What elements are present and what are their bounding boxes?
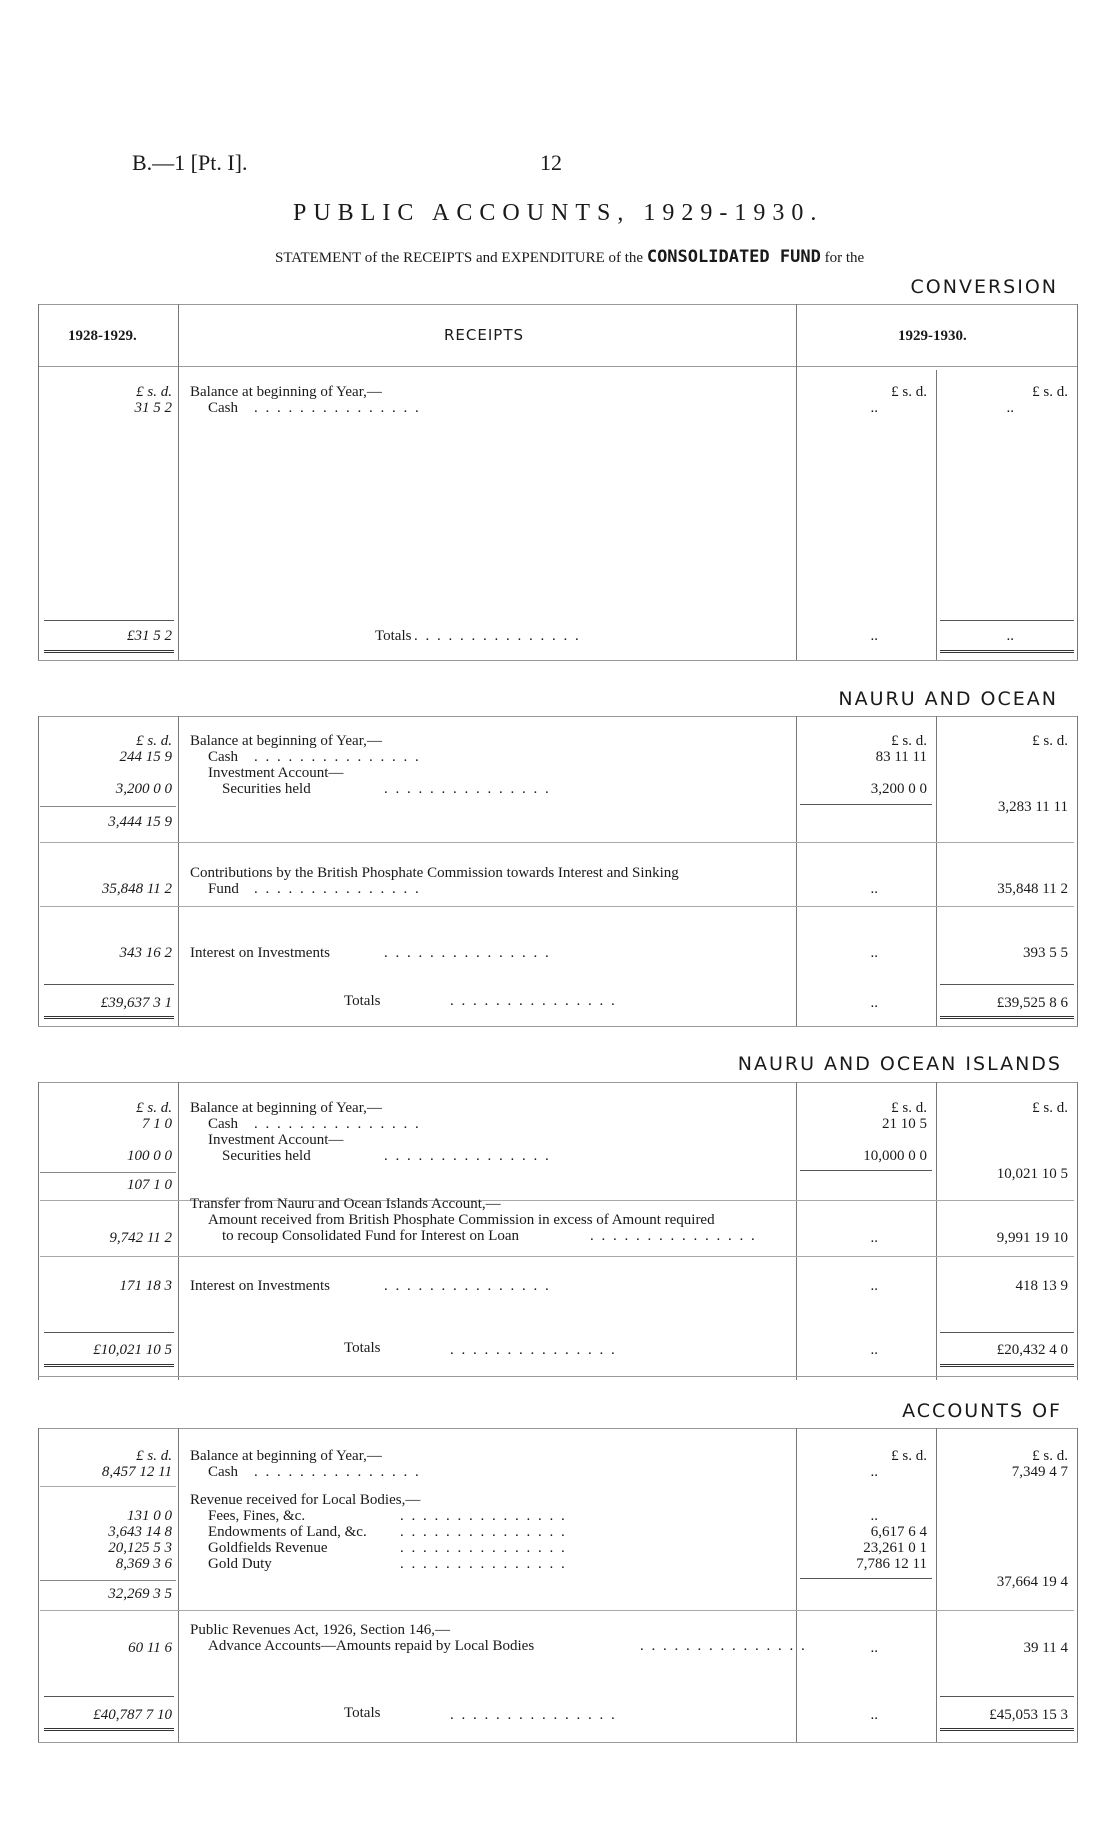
securities-label: Securities held xyxy=(222,1148,311,1164)
unit-label-mid: £ s. d. xyxy=(891,1100,927,1116)
securities-mid-value: 3,200 0 0 xyxy=(870,781,927,797)
rule xyxy=(38,304,39,660)
rule xyxy=(1077,1082,1078,1380)
rule xyxy=(940,1728,1074,1731)
rule xyxy=(936,1082,937,1380)
totals-label: Totals xyxy=(344,1705,381,1721)
amount-label: Amount received from British Phosphate Commission in excess of Amount required xyxy=(208,1212,715,1228)
totals-prev-value: £31 5 2 xyxy=(127,628,172,644)
leader-dots: . . . . . . . . . . . . . . . xyxy=(640,1638,807,1654)
unit-label-right: £ s. d. xyxy=(1032,384,1068,400)
cash-right-value: .. xyxy=(1006,400,1014,416)
cash-prev-value: 31 5 2 xyxy=(134,400,172,416)
unit-label-right: £ s. d. xyxy=(1032,1100,1068,1116)
unit-label-prev: £ s. d. xyxy=(136,1100,172,1116)
statement-fund: CONSOLIDATED FUND xyxy=(646,247,821,267)
rule xyxy=(38,1428,39,1742)
leader-dots: . . . . . . . . . . . . . . . xyxy=(384,1148,551,1164)
totals-prev-value: £10,021 10 5 xyxy=(93,1342,172,1358)
interest-right-value: 393 5 5 xyxy=(1023,945,1068,961)
subtotal-right-value: 37,664 19 4 xyxy=(996,1574,1068,1590)
subtotal-right-value: 10,021 10 5 xyxy=(996,1166,1068,1182)
amount-right-value: 9,991 19 10 xyxy=(996,1230,1068,1246)
unit-label-mid: £ s. d. xyxy=(891,1448,927,1464)
contribution-mid-value: .. xyxy=(870,881,878,897)
contribution-prev-value: 35,848 11 2 xyxy=(101,881,172,897)
column-header-prev-year: 1928-1929. xyxy=(68,328,137,344)
rule xyxy=(178,304,179,660)
cash-label: Cash xyxy=(208,749,238,765)
totals-right-value: £45,053 15 3 xyxy=(989,1707,1068,1723)
item-prev-value: 3,643 14 8 xyxy=(108,1524,172,1540)
item-prev-value: 131 0 0 xyxy=(127,1508,172,1524)
rule xyxy=(940,1696,1074,1697)
leader-dots: . . . . . . . . . . . . . . . xyxy=(414,628,581,644)
balance-label: Balance at beginning of Year,— xyxy=(190,384,382,400)
unit-label-prev: £ s. d. xyxy=(136,384,172,400)
leader-dots: . . . . . . . . . . . . . . . xyxy=(400,1556,567,1572)
cash-mid-value: 83 11 11 xyxy=(875,749,927,765)
balance-label: Balance at beginning of Year,— xyxy=(190,1448,382,1464)
section-heading-nauru-ocean: NAURU AND OCEAN xyxy=(838,688,1058,710)
section-heading-conversion: CONVERSION xyxy=(910,276,1058,298)
cash-prev-value: 8,457 12 11 xyxy=(101,1464,172,1480)
securities-mid-value: 10,000 0 0 xyxy=(863,1148,927,1164)
statement-line xyxy=(275,247,864,267)
rule xyxy=(1077,1428,1078,1742)
investment-label: Investment Account— xyxy=(208,765,344,781)
rule xyxy=(44,1696,174,1697)
cash-mid-value: .. xyxy=(870,1464,878,1480)
rule xyxy=(796,304,797,660)
advance-label: Advance Accounts—Amounts repaid by Local Bodies xyxy=(208,1638,535,1654)
rule xyxy=(178,716,179,1026)
item-label: Gold Duty xyxy=(208,1556,272,1572)
rule xyxy=(38,1376,1078,1377)
unit-label-right: £ s. d. xyxy=(1032,733,1068,749)
leader-dots: . . . . . . . . . . . . . . . xyxy=(400,1524,567,1540)
rule xyxy=(796,716,797,1026)
contribution-label: Contributions by the British Phosphate Commission towards Interest and Sinking xyxy=(190,865,679,881)
leader-dots: . . . . . . . . . . . . . . . xyxy=(254,400,421,416)
subtotal-right-value: 3,283 11 11 xyxy=(997,799,1068,815)
rule xyxy=(38,1082,1078,1083)
item-prev-value: 8,369 3 6 xyxy=(115,1556,172,1572)
interest-mid-value: .. xyxy=(870,1278,878,1294)
rule xyxy=(940,650,1074,653)
rule xyxy=(936,1428,937,1742)
page-number: 12 xyxy=(540,150,562,175)
rule xyxy=(38,716,39,1026)
interest-right-value: 418 13 9 xyxy=(1015,1278,1068,1294)
leader-dots: . . . . . . . . . . . . . . . xyxy=(384,781,551,797)
item-prev-value: 20,125 5 3 xyxy=(108,1540,172,1556)
contribution-right-value: 35,848 11 2 xyxy=(997,881,1068,897)
totals-mid-value: .. xyxy=(870,995,878,1011)
revenue-label: Revenue received for Local Bodies,— xyxy=(190,1492,421,1508)
page-title: PUBLIC ACCOUNTS, 1929-1930. xyxy=(293,200,824,226)
rule xyxy=(38,304,1078,305)
rule xyxy=(1077,716,1078,1026)
leader-dots: . . . . . . . . . . . . . . . xyxy=(450,993,617,1009)
rule xyxy=(38,1742,1078,1743)
rule xyxy=(800,1578,932,1579)
cash-mid-value: .. xyxy=(870,400,878,416)
totals-mid-value: .. xyxy=(870,1707,878,1723)
cash-prev-value: 7 1 0 xyxy=(142,1116,172,1132)
totals-prev-value: £39,637 3 1 xyxy=(100,995,172,1011)
securities-label: Securities held xyxy=(222,781,311,797)
cash-label: Cash xyxy=(208,1116,238,1132)
unit-label-mid: £ s. d. xyxy=(891,733,927,749)
section-heading-nauru-ocean-islands: NAURU AND OCEAN ISLANDS xyxy=(737,1053,1062,1075)
item-label: Fees, Fines, &c. xyxy=(208,1508,306,1524)
column-header-receipts: RECEIPTS xyxy=(444,326,525,344)
interest-mid-value: .. xyxy=(870,945,878,961)
rule xyxy=(178,1082,179,1380)
interest-prev-value: 343 16 2 xyxy=(119,945,172,961)
subtotal-prev-value: 107 1 0 xyxy=(127,1177,172,1193)
amount-label-cont: to recoup Consolidated Fund for Interest on Loan xyxy=(222,1228,520,1244)
advance-right-value: 39 11 4 xyxy=(1023,1640,1068,1656)
contribution-label-cont: Fund xyxy=(208,881,239,897)
leader-dots: . . . . . . . . . . . . . . . xyxy=(590,1228,757,1244)
cash-label: Cash xyxy=(208,400,238,416)
item-mid-value: .. xyxy=(870,1508,878,1524)
rule xyxy=(40,1610,1074,1611)
rule xyxy=(44,650,174,653)
leader-dots: . . . . . . . . . . . . . . . xyxy=(450,1707,617,1723)
rule xyxy=(1077,304,1078,660)
rule xyxy=(44,620,174,621)
rule xyxy=(40,1172,176,1173)
rule xyxy=(38,660,1078,661)
item-mid-value: 7,786 12 11 xyxy=(856,1556,927,1572)
rule xyxy=(940,1364,1074,1367)
leader-dots: . . . . . . . . . . . . . . . xyxy=(400,1540,567,1556)
rule xyxy=(40,1256,1074,1257)
leader-dots: . . . . . . . . . . . . . . . xyxy=(400,1508,567,1524)
rule xyxy=(796,1428,797,1742)
totals-prev-value: £40,787 7 10 xyxy=(93,1707,172,1723)
advance-mid-value: .. xyxy=(870,1640,878,1656)
cash-right-value: 7,349 4 7 xyxy=(1011,1464,1068,1480)
rule xyxy=(40,1580,176,1581)
totals-right-value: £39,525 8 6 xyxy=(996,995,1068,1011)
rule xyxy=(940,1016,1074,1019)
rule xyxy=(940,984,1074,985)
leader-dots: . . . . . . . . . . . . . . . xyxy=(254,1464,421,1480)
unit-label-mid: £ s. d. xyxy=(891,384,927,400)
subtotal-prev-value: 3,444 15 9 xyxy=(108,814,172,830)
item-mid-value: 23,261 0 1 xyxy=(863,1540,927,1556)
totals-label: Totals xyxy=(344,993,381,1009)
page-reference: B.—1 [Pt. I]. xyxy=(132,150,248,175)
rule xyxy=(40,842,1074,843)
leader-dots: . . . . . . . . . . . . . . . xyxy=(254,749,421,765)
interest-label: Interest on Investments xyxy=(190,945,330,961)
cash-mid-value: 21 10 5 xyxy=(882,1116,927,1132)
interest-label: Interest on Investments xyxy=(190,1278,330,1294)
pra-label: Public Revenues Act, 1926, Section 146,— xyxy=(190,1622,450,1638)
securities-prev-value: 3,200 0 0 xyxy=(115,781,172,797)
rule xyxy=(40,906,1074,907)
rule xyxy=(936,716,937,1026)
investment-label: Investment Account— xyxy=(208,1132,344,1148)
rule xyxy=(800,804,932,805)
rule xyxy=(178,1428,179,1742)
item-mid-value: 6,617 6 4 xyxy=(870,1524,927,1540)
securities-prev-value: 100 0 0 xyxy=(127,1148,172,1164)
leader-dots: . . . . . . . . . . . . . . . xyxy=(450,1342,617,1358)
rule xyxy=(44,1728,174,1731)
balance-label: Balance at beginning of Year,— xyxy=(190,1100,382,1116)
unit-label-right: £ s. d. xyxy=(1032,1448,1068,1464)
rule xyxy=(38,366,1078,367)
balance-label: Balance at beginning of Year,— xyxy=(190,733,382,749)
leader-dots: . . . . . . . . . . . . . . . xyxy=(254,1116,421,1132)
rule xyxy=(38,1082,39,1380)
rule xyxy=(800,1170,932,1171)
rule xyxy=(44,1364,174,1367)
statement-suffix: for the xyxy=(824,250,865,266)
rule xyxy=(796,1082,797,1380)
totals-right-value: £20,432 4 0 xyxy=(996,1342,1068,1358)
leader-dots: . . . . . . . . . . . . . . . xyxy=(254,881,421,897)
unit-label-prev: £ s. d. xyxy=(136,733,172,749)
leader-dots: . . . . . . . . . . . . . . . xyxy=(384,945,551,961)
totals-label: Totals xyxy=(344,1340,381,1356)
item-label: Endowments of Land, &c. xyxy=(208,1524,367,1540)
totals-right-value: .. xyxy=(1006,628,1014,644)
rule xyxy=(38,1026,1078,1027)
rule xyxy=(44,1016,174,1019)
item-label: Goldfields Revenue xyxy=(208,1540,328,1556)
cash-prev-value: 244 15 9 xyxy=(119,749,172,765)
rule xyxy=(38,1428,1078,1429)
column-header-curr-year: 1929-1930. xyxy=(898,328,967,344)
rule xyxy=(44,984,174,985)
rule xyxy=(40,1486,176,1487)
totals-mid-value: .. xyxy=(870,1342,878,1358)
subtotal-prev-value: 32,269 3 5 xyxy=(108,1586,172,1602)
rule xyxy=(44,1332,174,1333)
statement-prefix: STATEMENT of the RECEIPTS and EXPENDITURE of the xyxy=(275,250,644,266)
advance-prev-value: 60 11 6 xyxy=(128,1640,172,1656)
rule xyxy=(940,620,1074,621)
rule xyxy=(936,370,937,660)
unit-label-prev: £ s. d. xyxy=(136,1448,172,1464)
leader-dots: . . . . . . . . . . . . . . . xyxy=(384,1278,551,1294)
amount-mid-value: .. xyxy=(870,1230,878,1246)
cash-label: Cash xyxy=(208,1464,238,1480)
rule xyxy=(940,1332,1074,1333)
section-heading-accounts-of: ACCOUNTS OF xyxy=(902,1400,1062,1422)
rule xyxy=(38,716,1078,717)
amount-prev-value: 9,742 11 2 xyxy=(109,1230,172,1246)
transfer-label: Transfer from Nauru and Ocean Islands Account,— xyxy=(190,1196,501,1212)
interest-prev-value: 171 18 3 xyxy=(119,1278,172,1294)
rule xyxy=(40,806,176,807)
totals-mid-value: .. xyxy=(870,628,878,644)
totals-label: Totals xyxy=(375,628,412,644)
